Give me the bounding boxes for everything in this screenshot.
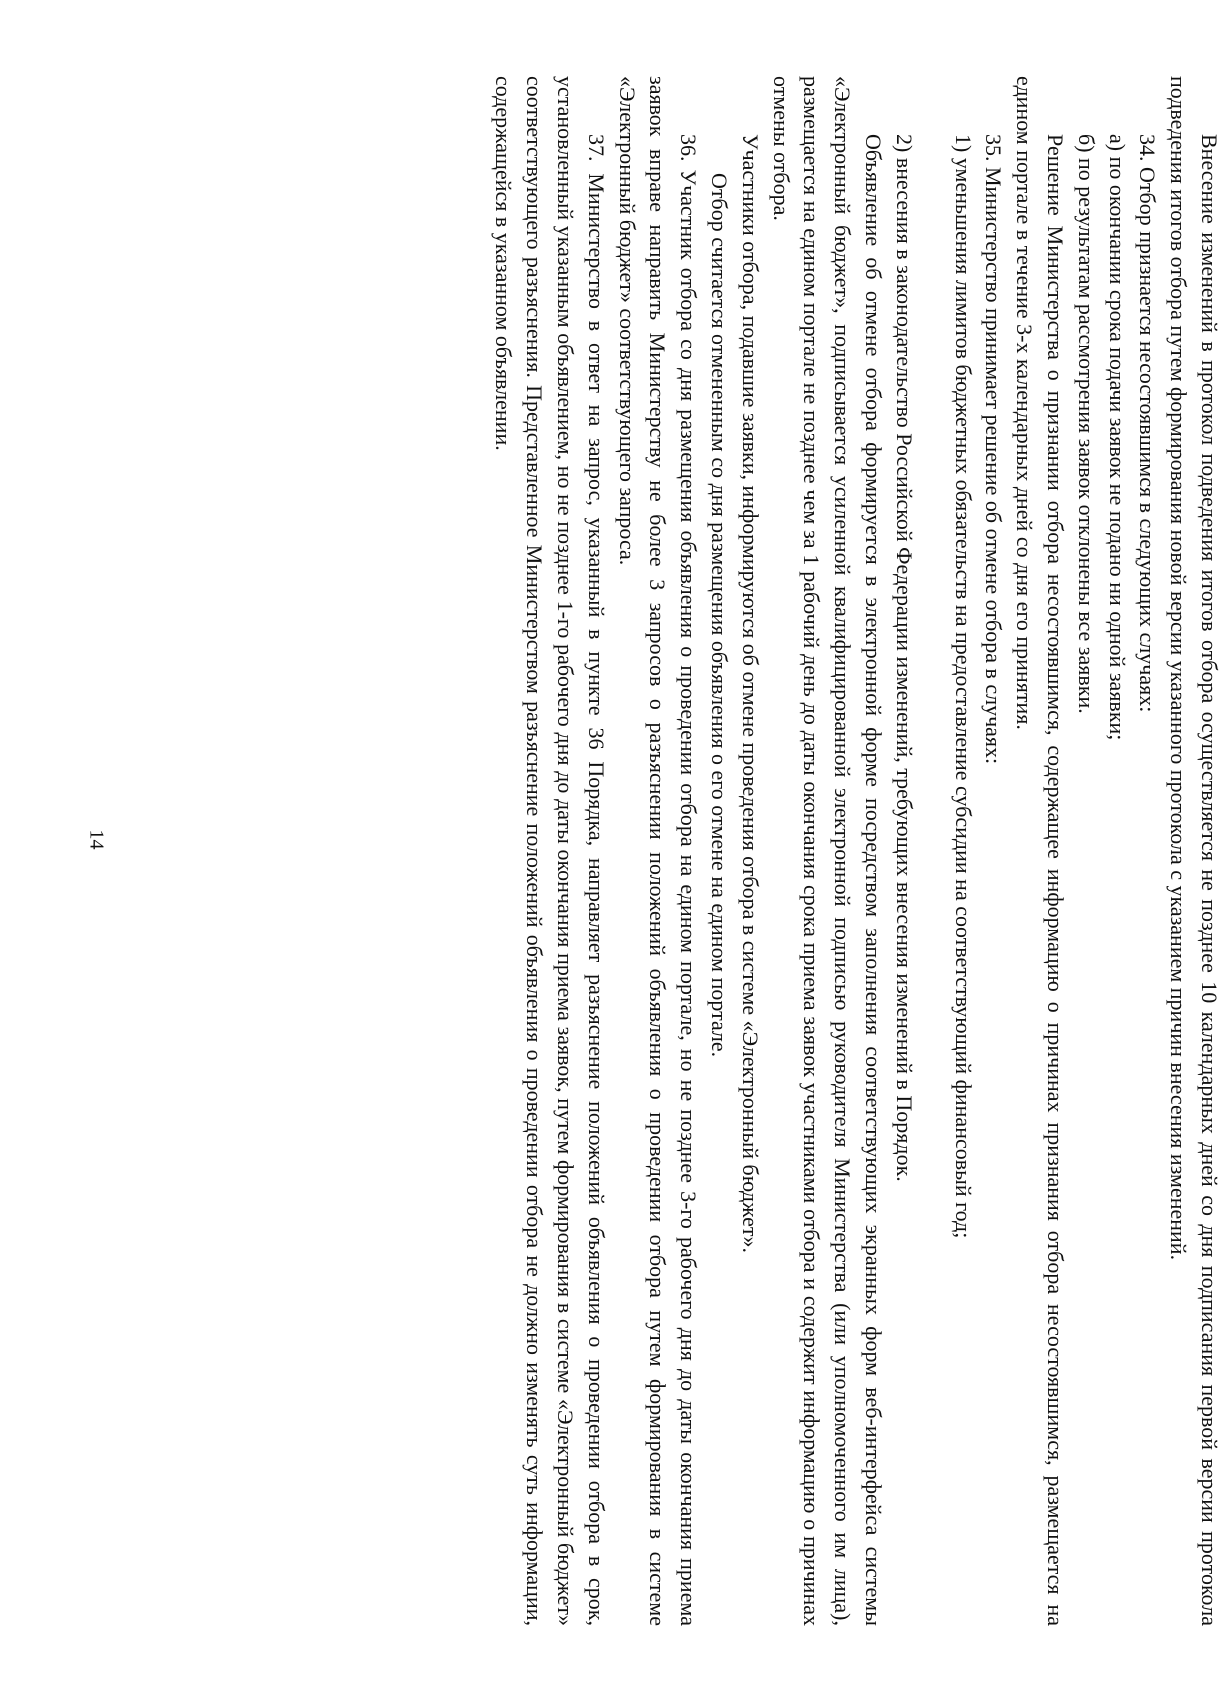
paragraph-selection-cancelled: Отбор считается отмененным со дня размещения объявления о его отмене на едином портале. bbox=[707, 173, 733, 1058]
page-number: 14 bbox=[85, 829, 108, 850]
paragraph-35-2: 2) внесения в законодательство Российской Федерации изменений, требующих внесения изменений в Порядок. bbox=[891, 134, 917, 1182]
document-body bbox=[488, 76, 1224, 1626]
paragraph-participants-informed: Участники отбора, подавшие заявки, информируются об отмене проведения отбора в системе «Электронный бюджет». bbox=[737, 134, 763, 1254]
paragraph-failed-selection-decision: Решение Министерства о признании отбора несостоявшимся, содержащее информацию о причинах признания отбора несостоявшимся, размещается на едином портале в течение 3-х календарных дней со дня его принятия. bbox=[1012, 76, 1069, 1626]
paragraph-34-a: а) по окончании срока подачи заявок не подано ни одной заявки; bbox=[1104, 134, 1130, 741]
paragraph-35-1: 1) уменьшения лимитов бюджетных обязательств на предоставление субсидии на соответствующий финансовый год; bbox=[950, 134, 976, 1239]
paragraph-37: 37. Министерство в ответ на запрос, указанный в пункте 36 Порядка, направляет разъяснение положений объявления о проведении отбора в срок, установленный указанным объявлением, но не позднее 1-го рабочего дня до даты окончания приема заявок, путем формирования в системе «Электронный бюджет» соответствующего разъяснения. Представленное Министерством разъяснение положений объявления о проведении отбора не должно изменять суть информации, содержащейся в указанном объявлении. bbox=[491, 76, 609, 1626]
paragraph-36: 36. Участник отбора со дня размещения объявления о проведении отбора на едином портале, но не позднее 3-го рабочего дня до даты окончания приема заявок вправе направить Министерству не более 3 запросов о разъяснении положений объявления о проведении отбора путем формирования в системе «Электронный бюджет» соответствующего запроса. bbox=[614, 76, 702, 1626]
paragraph-cancellation-notice: Объявление об отмене отбора формируется в электронной форме посредством заполнения соответствующих экранных форм веб-интерфейса системы «Электронный бюджет», подписывается усиленной квалифицированной электронной подписью руководителя Министерства (или уполномоченного им лица), размещается на едином портале не позднее чем за 1 рабочий день до даты окончания срока приема заявок участниками отбора и содержит информацию о причинах отмены отбора. bbox=[768, 76, 887, 1626]
paragraph-34-b: б) по результатам рассмотрения заявок отклонены все заявки. bbox=[1073, 134, 1099, 714]
paragraph-34: 34. Отбор признается несостоявшимся в следующих случаях: bbox=[1135, 134, 1161, 713]
paragraph-35: 35. Министерство принимает решение об отмене отбора в случаях: bbox=[981, 134, 1007, 765]
paragraph-amendment-protocol: Внесение изменений в протокол подведения итогов отбора осуществляется не позднее 10 календарных дней со дня подписания первой версии протокола подведения итогов отбора путем формирования новой версии указанного протокола с указанием причин внесения изменений. bbox=[1166, 76, 1222, 1626]
